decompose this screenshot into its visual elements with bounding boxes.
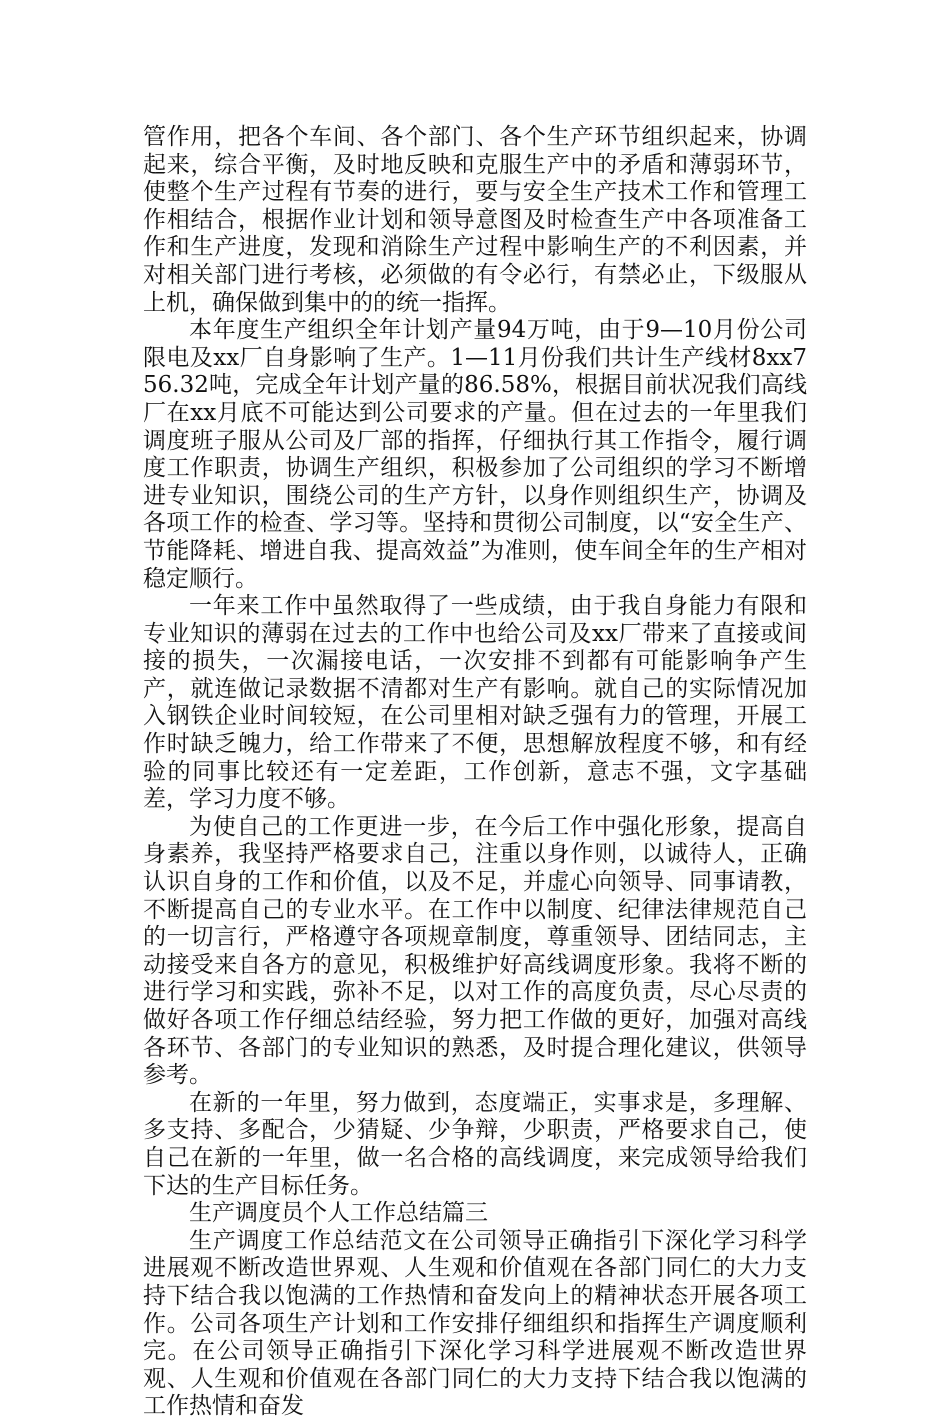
paragraph-4: 为使自己的工作更进一步，在今后工作中强化形象，提高自身素养，我坚持严格要求自己，注重以身作则，以诚待人，正确认识自身的工作和价值，以及不足，并虚心向领导、同事请教，不断提高自己的专业水平。在工作中以制度、纪律法律规范自己的一切言行，严格遵守各项规章制度，尊重领导、团结同志，主动接受来自各方的意见，积极维护好高线调度形象。我将不断的进行学习和实践，弥补不足，以对工作的高度负责，尽心尽责的做好各项工作仔细总结经验，努力把工作做的更好，加强对高线各环节、各部门的专业知识的熟悉，及时提合理化建议，供领导参考。 [143, 813, 807, 1089]
paragraph-6: 生产调度工作总结范文在公司领导正确指引下深化学习科学进展观不断改造世界观、人生观和价值观在各部门同仁的大力支持下结合我以饱满的工作热情和奋发向上的精神状态开展各项工作。公司各项生产计划和工作安排仔细组织和指挥生产调度顺利完。在公司领导正确指引下深化学习科学进展观不断改造世界观、人生观和价值观在各部门同仁的大力支持下结合我以饱满的工作热情和奋发 [143, 1227, 807, 1420]
paragraph-2: 本年度生产组织全年计划产量94万吨，由于9—10月份公司限电及xx厂自身影响了生产。1—11月份我们共计生产线材8xx756.32吨，完成全年计划产量的86.58%，根据目前状况我们高线厂在xx月底不可能达到公司要求的产量。但在过去的一年里我们调度班子服从公司及厂部的指挥，仔细执行其工作指令，履行调度工作职责，协调生产组织，积极参加了公司组织的学习不断增进专业知识，围绕公司的生产方针，以身作则组织生产，协调及各项工作的检查、学习等。坚持和贯彻公司制度，以“安全生产、节能降耗、增进自我、提高效益”为准则，使车间全年的生产相对稳定顺行。 [143, 317, 807, 592]
section-heading: 生产调度员个人工作总结篇三 [189, 1200, 488, 1227]
paragraph-1: 管作用，把各个车间、各个部门、各个生产环节组织起来，协调起来，综合平衡，及时地反映和克服生产中的矛盾和薄弱环节，使整个生产过程有节奏的进行，要与安全生产技术工作和管理工作相结合，根据作业计划和领导意图及时检查生产中各项准备工作和生产进度，发现和消除生产过程中影响生产的不利因素，并对相关部门进行考核，必须做的有令必行，有禁必止，下级服从上机，确保做到集中的的统一指挥。 [143, 124, 807, 316]
paragraph-3: 一年来工作中虽然取得了一些成绩，由于我自身能力有限和专业知识的薄弱在过去的工作中也给公司及xx厂带来了直接或间接的损失，一次漏接电话，一次安排不到都有可能影响争产生产，就连做记录数据不清都对生产有影响。就自己的实际情况加入钢铁企业时间较短，在公司里相对缺乏强有力的管理，开展工作时缺乏魄力，给工作带来了不便，思想解放程度不够，和有经验的同事比较还有一定差距，工作创新，意志不强，文字基础差，学习力度不够。 [143, 593, 807, 813]
paragraph-5: 在新的一年里，努力做到，态度端正，实事求是，多理解、多支持、多配合，少猜疑、少争辩，少职责，严格要求自己，使自己在新的一年里，做一名合格的高线调度，来完成领导给我们下达的生产目标任务。 [143, 1089, 807, 1199]
document-page [143, 124, 807, 1421]
